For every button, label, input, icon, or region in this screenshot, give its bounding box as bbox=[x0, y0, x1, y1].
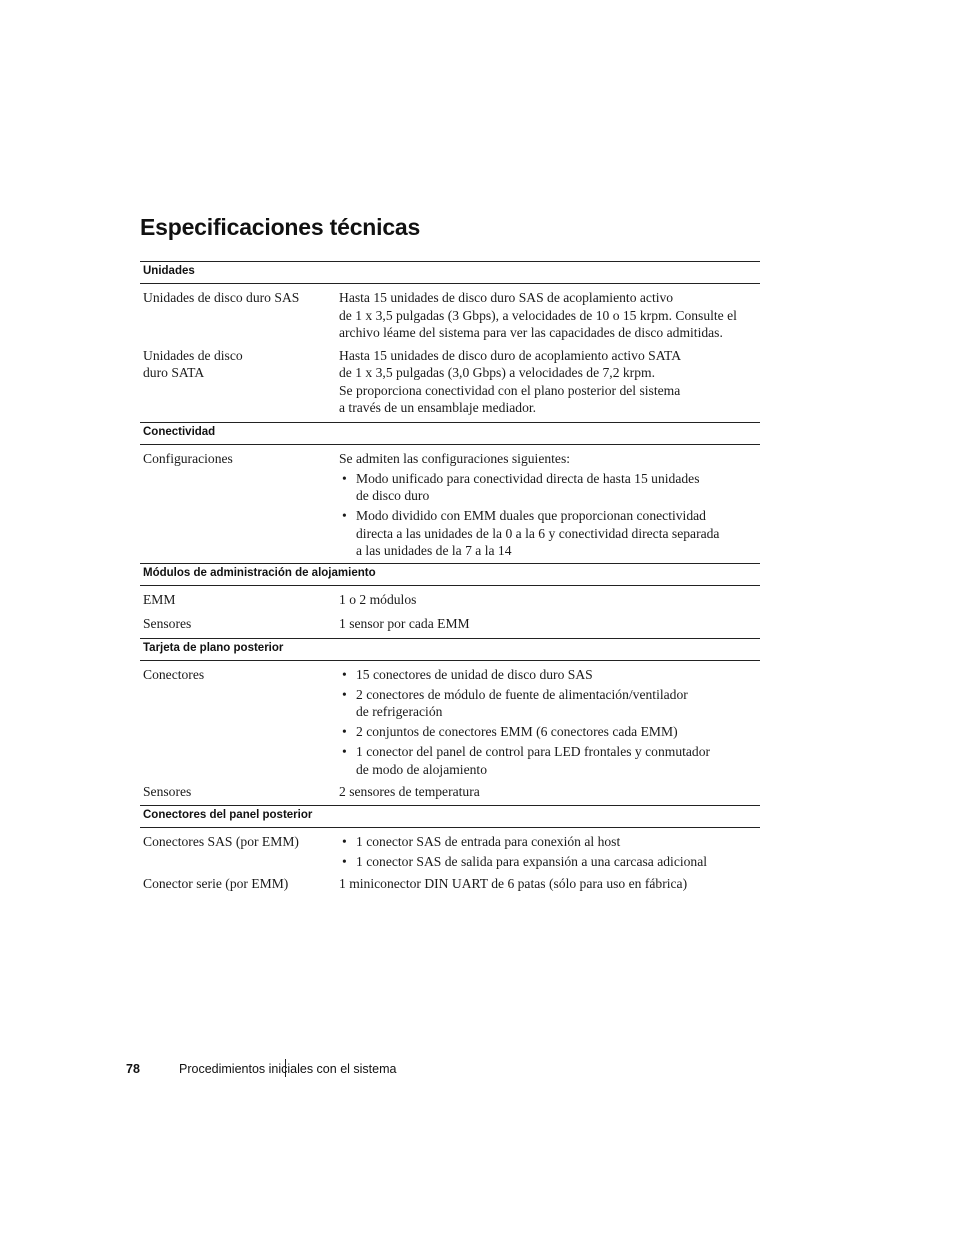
label-line: duro SATA bbox=[143, 365, 205, 380]
bullet-icon: • bbox=[342, 508, 347, 523]
value-line: 1 o 2 módulos bbox=[339, 591, 417, 607]
spec-table bbox=[140, 261, 760, 893]
spec-value bbox=[339, 783, 760, 801]
value-line: a las unidades de la 7 a la 14 bbox=[356, 543, 512, 558]
bullet-icon: • bbox=[342, 724, 347, 739]
section-heading: Unidades bbox=[140, 261, 760, 284]
value-line: 15 conectores de unidad de disco duro SAS bbox=[356, 666, 593, 682]
spec-label bbox=[140, 591, 339, 609]
list-item bbox=[339, 666, 760, 684]
spec-row bbox=[140, 615, 760, 633]
value-line: Se admiten las configuraciones siguientes: bbox=[339, 450, 571, 466]
bullet-icon: • bbox=[342, 833, 347, 849]
spec-label bbox=[140, 833, 339, 871]
list-item bbox=[339, 833, 760, 851]
label-line: Sensores bbox=[143, 784, 192, 799]
spec-value bbox=[339, 289, 760, 342]
value-line: a través de un ensamblaje mediador. bbox=[339, 400, 537, 415]
spec-label bbox=[140, 875, 339, 893]
bullet-icon: • bbox=[342, 666, 347, 682]
value-line: 1 conector del panel de control para LED frontales y conmutador bbox=[356, 744, 711, 759]
spec-label bbox=[140, 289, 339, 342]
value-line: 1 conector SAS de salida para expansión a una carcasa adicional bbox=[356, 853, 708, 869]
spec-value bbox=[339, 833, 760, 871]
spec-value bbox=[339, 666, 760, 779]
value-line: Modo dividido con EMM duales que proporcionan conectividad bbox=[356, 508, 706, 523]
page-number: 78 bbox=[126, 1062, 140, 1076]
bullet-icon: • bbox=[342, 744, 347, 759]
list-item bbox=[339, 853, 760, 871]
value-line: de 1 x 3,5 pulgadas (3,0 Gbps) a velocidades de 7,2 krpm. bbox=[339, 365, 655, 380]
list-item bbox=[339, 507, 760, 560]
section-heading: Módulos de administración de alojamiento bbox=[140, 563, 760, 586]
bullet-icon: • bbox=[342, 686, 347, 702]
spec-row bbox=[140, 875, 760, 893]
chapter-title: Procedimientos iniciales con el sistema bbox=[179, 1062, 397, 1076]
value-line: directa a las unidades de la 0 a la 6 y conectividad directa separada bbox=[356, 525, 720, 541]
spec-value bbox=[339, 875, 760, 893]
value-line: Hasta 15 unidades de disco duro de acoplamiento activo SATA bbox=[339, 347, 682, 363]
value-line: de disco duro bbox=[356, 488, 430, 503]
label-line: EMM bbox=[143, 591, 176, 607]
spec-label bbox=[140, 783, 339, 801]
spec-value bbox=[339, 347, 760, 417]
spec-value bbox=[339, 591, 760, 609]
value-line: 1 miniconector DIN UART de 6 patas (sólo para uso en fábrica) bbox=[339, 876, 688, 891]
label-line: Conector serie (por EMM) bbox=[143, 876, 289, 891]
spec-value bbox=[339, 450, 760, 560]
label-line: Sensores bbox=[143, 616, 192, 631]
spec-row bbox=[140, 666, 760, 779]
spec-row bbox=[140, 783, 760, 801]
spec-row bbox=[140, 450, 760, 560]
spec-label bbox=[140, 347, 339, 417]
value-line: 1 conector SAS de entrada para conexión al host bbox=[356, 833, 621, 849]
section-heading: Tarjeta de plano posterior bbox=[140, 638, 760, 661]
section-heading: Conectores del panel posterior bbox=[140, 805, 760, 828]
value-line: 1 sensor por cada EMM bbox=[339, 616, 470, 631]
spec-row bbox=[140, 347, 760, 417]
bullet-list bbox=[339, 833, 760, 871]
value-line: Modo unificado para conectividad directa de hasta 15 unidades bbox=[356, 470, 700, 486]
spec-value bbox=[339, 615, 760, 633]
value-line: de 1 x 3,5 pulgadas (3 Gbps), a velocidades de 10 o 15 krpm. Consulte el bbox=[339, 307, 737, 323]
label-line: Unidades de disco duro SAS bbox=[143, 290, 300, 305]
spec-row bbox=[140, 289, 760, 342]
spec-row bbox=[140, 833, 760, 871]
list-item bbox=[339, 686, 760, 721]
section-heading: Conectividad bbox=[140, 422, 760, 445]
bullet-list bbox=[339, 470, 760, 560]
spec-label bbox=[140, 666, 339, 779]
value-line: 2 conectores de módulo de fuente de alimentación/ventilador bbox=[356, 686, 688, 702]
value-line: 2 conjuntos de conectores EMM (6 conectores cada EMM) bbox=[356, 724, 678, 739]
label-line: Unidades de disco bbox=[143, 347, 243, 363]
spec-label bbox=[140, 615, 339, 633]
list-item bbox=[339, 743, 760, 778]
spec-label bbox=[140, 450, 339, 560]
bullet-list bbox=[339, 666, 760, 779]
bullet-icon: • bbox=[342, 470, 347, 486]
label-line: Conectores bbox=[143, 666, 205, 682]
page-title: Especificaciones técnicas bbox=[140, 214, 421, 240]
bullet-icon: • bbox=[342, 853, 347, 869]
value-line: archivo léame del sistema para ver las capacidades de disco admitidas. bbox=[339, 325, 723, 340]
value-line: de refrigeración bbox=[356, 704, 443, 719]
value-line: 2 sensores de temperatura bbox=[339, 784, 480, 799]
value-line: Se proporciona conectividad con el plano posterior del sistema bbox=[339, 382, 681, 398]
value-line: de modo de alojamiento bbox=[356, 761, 487, 777]
list-item bbox=[339, 470, 760, 505]
value-line: Hasta 15 unidades de disco duro SAS de acoplamiento activo bbox=[339, 290, 674, 305]
label-line: Conectores SAS (por EMM) bbox=[143, 833, 299, 849]
label-line: Configuraciones bbox=[143, 450, 233, 466]
list-item bbox=[339, 723, 760, 741]
spec-row bbox=[140, 591, 760, 609]
